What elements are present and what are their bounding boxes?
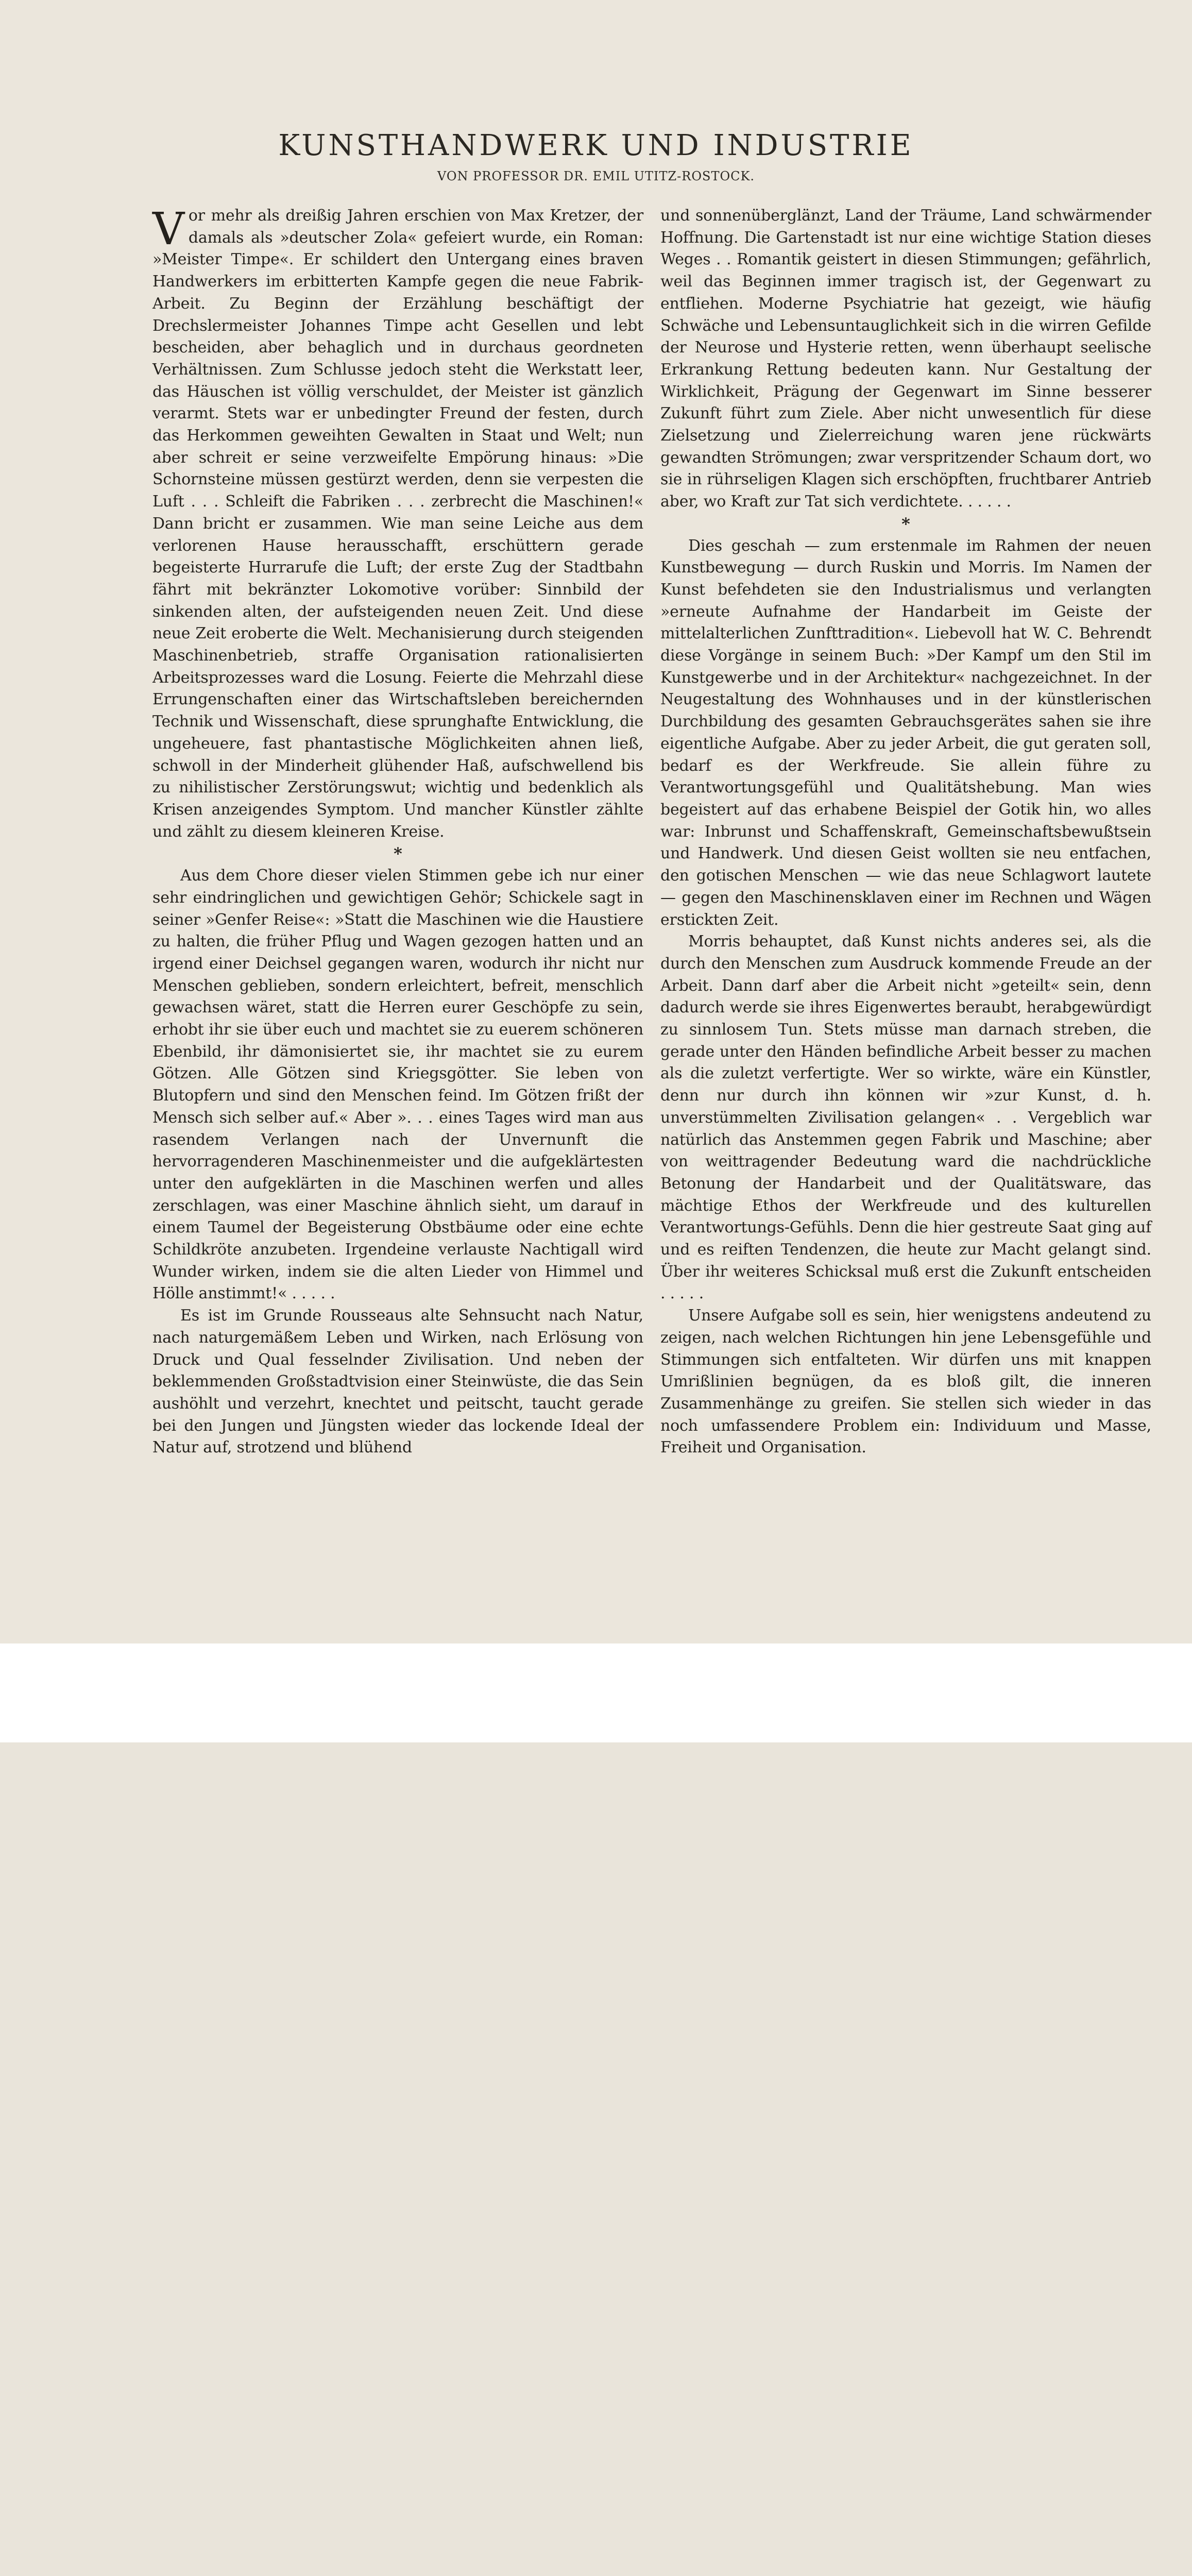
- text-column-right: [660, 205, 1151, 1459]
- paragraph: Dies geschah — zum erstenmale im Rahmen der neuen Kunstbewegung — durch Ruskin und Morris. Im Namen der Kunst befehdeten sie den Industrialismus und verlangten »erneute Aufnahme der Handarbeit im Geiste der mittelalterlichen Zunfttradition«. Liebevoll hat W. C. Behrendt diese Vorgänge in seinem Buch: »Der Kampf um den Stil im Kunstgewerbe und in der Architektur« nachgezeichnet. In der Neugestaltung des Wohnhauses und in der künstlerischen Durchbildung des gesamten Gebrauchsgerätes sahen sie ihre eigentliche Aufgabe. Aber zu jeder Arbeit, die gut geraten soll, bedarf es der Werkfreude. Sie allein führe zu Verantwortungsgefühl und Qualitätshebung. Man wies begeistert auf das erhabene Beispiel der Gotik hin, wo alles war: Inbrunst und Schaffenskraft, Gemeinschaftsbewußtsein und Handwerk. Und diesen Geist wollten sie neu entfachen, den gotischen Menschen — wie das neue Schlagwort lautete — gegen den Maschinensklaven einer im Rechnen und Wägen erstickten Zeit.: [660, 536, 1151, 929]
- paragraph: [152, 205, 643, 843]
- article-byline: VON PROFESSOR DR. EMIL UTITZ-ROSTOCK.: [437, 169, 755, 183]
- paragraph: Morris behauptet, daß Kunst nichts anderes sei, als die durch den Menschen zum Ausdruck kommende Freude an der Arbeit. Dann darf aber die Arbeit nicht »geteilt« sein, denn dadurch werde sie ihres Eigenwertes beraubt, herabgewürdigt zu sinnlosem Tun. Stets müsse man darnach streben, die gerade unter den Händen befindliche Arbeit besser zu machen als die zuletzt verfertigte. Wer so wirkte, wäre ein Künstler, denn nur durch ihn können wir »zur Kunst, d. h. unverstümmelten Zivilisation gelangen« . . Vergeblich war natürlich das Anstemmen gegen Fabrik und Maschine; aber von weittragender Bedeutung ward die nachdrückliche Betonung der Handarbeit und der Qualitätsware, das mächtige Ethos der Werkfreude und des kulturellen Verantwortungs-Gefühls. Denn die hier gestreute Saat ging auf und es reiften Tendenzen, die heute zur Macht gelangt sind. Über ihr weiteres Schicksal muß erst die Zukunft entscheiden . . . . .: [660, 933, 1151, 1303]
- paragraph: Unsere Aufgabe soll es sein, hier wenigstens andeutend zu zeigen, nach welchen Richtungen hin jene Lebensgefühle und Stimmungen sich entfalteten. Wir dürfen uns mit knappen Umrißlinien begnügen, da es bloß gilt, die inneren Zusammenhänge zu greifen. Sie stellen sich wieder in das noch umfassendere Problem ein: Individuum und Masse, Freiheit und Organisation.: [660, 1307, 1151, 1457]
- paragraph: Es ist im Grunde Rousseaus alte Sehnsucht nach Natur, nach naturgemäßem Leben und Wirken, nach Erlösung von Druck und Qual fesselnder Zivilisation. Und neben der beklemmenden Großstadtvision einer Steinwüste, die das Sein aushöhlt und verzehrt, knechtet und peitscht, taucht gerade bei den Jungen und Jüngsten wieder das lockende Ideal der Natur auf, strotzend und blühend: [152, 1307, 643, 1457]
- section-separator: *: [394, 844, 402, 864]
- article-title: KUNSTHANDWERK UND INDUSTRIE: [278, 129, 914, 162]
- paragraph: Aus dem Chore dieser vielen Stimmen gebe ich nur einer sehr eindringlichen und gewichtigen Gehör; Schickele sagt in seiner »Genfer Reise«: »Statt die Maschinen wie die Haustiere zu halten, die früher Pflug und Wagen gezogen hatten und an irgend einer Deichsel gegangen waren, wodurch ihr nicht nur Menschen geblieben, sondern erleichtert, befreit, menschlich gewachsen wäret, statt die Herren eurer Geschöpfe zu sein, erhobt ihr sie über euch und machtet sie zu euerem schöneren Ebenbild, ihr dämonisiertet sie, ihr machtet sie zu eurem Götzen. Alle Götzen sind Kriegsgötter. Sie leben von Blutopfern und sind den Menschen feind. Im Götzen frißt der Mensch sich selber auf.« Aber ». . . eines Tages wird man aus rasendem Verlangen nach der Unvernunft die hervorragenderen Maschinenmeister und die aufgeklärtesten unter den aufgeklärten in die Maschinen werfen und alles zerschlagen, was einer Maschine ähnlich sieht, um darauf in einem Taumel der Begeisterung Obstbäume oder eine echte Schildkröte anzubeten. Irgendeine verlauste Nachtigall wird Wunder wirken, indem sie die alten Lieder von Himmel und Hölle anstimmt!« . . . . .: [152, 867, 643, 1303]
- paragraph-text: or mehr als dreißig Jahren erschien von Max Kretzer, der damals als »deutscher Zola« gefeiert wurde, ein Roman: »Meister Timpe«. Er schildert den Untergang eines braven Handwerkers im erbitterten Kampfe gegen die neue Fabrik-Arbeit. Zu Beginn der Erzählung beschäftigt der Drechslermeister Johannes Timpe acht Gesellen und lebt bescheiden, aber behaglich und in durchaus geordneten Verhältnissen. Zum Schlusse jedoch steht die Werkstatt leer, das Häuschen ist völlig verschuldet, der Meister ist gänzlich verarmt. Stets war er unbedingter Freund der festen, durch das Herkommen geweihten Gewalten in Staat und Welt; nun aber schreit er seine verzweifelte Empörung hinaus: »Die Schornsteine müssen gestürzt werden, denn sie verpesten die Luft . . . Schleift die Fabriken . . . zerbrecht die Maschinen!« Dann bricht er zusammen. Wie man seine Leiche aus dem verlorenen Hause herausschafft, erschüttern gerade begeisterte Hurrarufe die Luft; der erste Zug der Stadtbahn fährt mit bekränzter Lokomotive vorüber: Sinnbild der sinkenden alten, der aufsteigenden neuen Zeit. Und diese neue Zeit eroberte die Welt. Mechanisierung durch steigenden Maschinenbetrieb, straffe Organisation rationalisierten Arbeitsprozesses ward die Losung. Feierte die Mehrzahl diese Errungenschaften einer das Wirtschaftsleben bereichernden Technik und Wissenschaft, diese sprunghafte Entwicklung, die ungeheuere, fast phantastische Möglichkeiten ahnen ließ, schwoll in der Minderheit glühender Haß, aufschwellend bis zu nihilistischer Zerstörungswut; wichtig und bedenklich als Krisen anzeigendes Symptom. Und mancher Künstler zählte und zählt zu diesem kleineren Kreise.: [152, 207, 643, 841]
- drop-cap: V: [152, 204, 184, 255]
- text-column-left: [152, 205, 643, 1459]
- paragraph: und sonnenüberglänzt, Land der Träume, Land schwärmender Hoffnung. Die Gartenstadt ist nur eine wichtige Station dieses Weges . . Romantik geistert in diesen Stimmungen; gefährlich, weil das Beginnen immer tragisch ist, der Gegenwart zu entfliehen. Moderne Psychiatrie hat gezeigt, wie häufig Schwäche und Lebensuntauglichkeit sich in die wirren Gefilde der Neurose und Hysterie retten, wenn überhaupt seelische Erkrankung Rettung bedeuten kann. Nur Gestaltung der Wirklichkeit, Prägung der Gegenwart im Sinne besserer Zukunft führt zum Ziele. Aber nicht unwesentlich für diese Zielsetzung und Zielerreichung waren jene rückwärts gewandten Strömungen; zwar verspritzender Schaum dort, wo sie in rührseligen Klagen sich erschöpften, fruchtbarer Antrieb aber, wo Kraft zur Tat sich verdichtete. . . . . .: [660, 207, 1151, 511]
- viewer-footer: [0, 1643, 1192, 1742]
- section-separator: *: [901, 514, 910, 534]
